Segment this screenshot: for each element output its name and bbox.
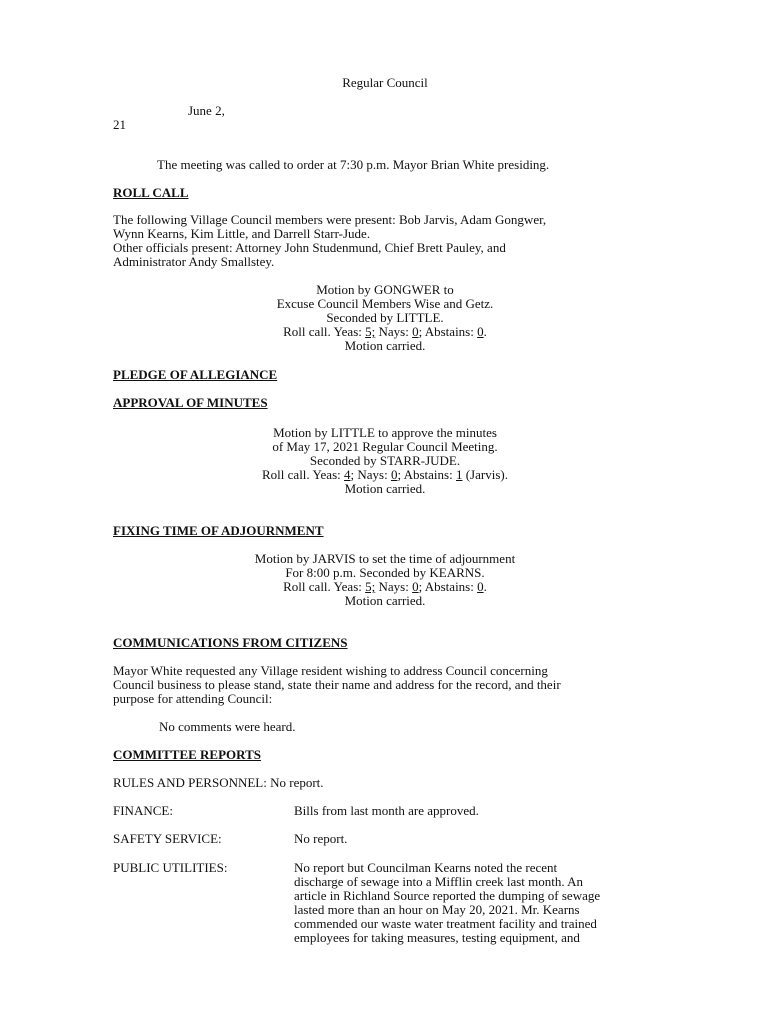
finance-label: FINANCE: <box>113 803 173 818</box>
vote-suffix: (Jarvis). <box>462 467 508 482</box>
vote-label: Nays: <box>375 324 413 339</box>
nays-count: 0 <box>412 324 419 339</box>
motion-result: Motion carried. <box>344 481 426 496</box>
intro-paragraph: The meeting was called to order at 7:30 p.m. Mayor Brian White presiding. <box>157 157 550 172</box>
vote-label: Nays: <box>375 579 413 594</box>
public-utilities-report-line: discharge of sewage into a Mifflin creek last month. An <box>294 874 584 889</box>
roll-call-vote <box>0 468 770 482</box>
motion-line: Motion by JARVIS to set the time of adjournment <box>254 551 516 566</box>
safety-service-label: SAFETY SERVICE: <box>113 831 222 846</box>
motion-line: Motion by GONGWER to <box>316 282 454 297</box>
motion-result: Motion carried. <box>344 338 426 353</box>
yeas-count: 5; <box>365 579 376 594</box>
roll-call-vote <box>0 580 770 594</box>
public-utilities-report-line: No report but Councilman Kearns noted the recent <box>294 860 558 875</box>
public-utilities-report-line: employees for taking measures, testing equipment, and <box>294 930 580 945</box>
minutes-heading: APPROVAL OF MINUTES <box>113 395 268 410</box>
public-utilities-label: PUBLIC UTILITIES: <box>113 860 228 875</box>
committee-reports-heading: COMMITTEE REPORTS <box>113 747 261 762</box>
public-utilities-report-line: article in Richland Source reported the dumping of sewage <box>294 888 601 903</box>
abstains-count: 0 <box>477 324 484 339</box>
vote-label: ; Abstains: <box>418 324 478 339</box>
rules-personnel-report: RULES AND PERSONNEL: No report. <box>113 775 324 790</box>
motion-line: of May 17, 2021 Regular Council Meeting. <box>272 439 498 454</box>
no-comments-note: No comments were heard. <box>159 719 296 734</box>
pledge-heading: PLEDGE OF ALLEGIANCE <box>113 367 278 382</box>
roll-call-vote <box>0 325 770 339</box>
abstains-count: 1 <box>455 467 463 482</box>
finance-report: Bills from last month are approved. <box>294 803 479 818</box>
meeting-date-continued: 21 <box>113 117 126 132</box>
officials-line: Other officials present: Attorney John Studenmund, Chief Brett Pauley, and <box>113 240 506 255</box>
adjournment-heading: FIXING TIME OF ADJOURNMENT <box>113 523 324 538</box>
document-title: Regular Council <box>342 75 428 90</box>
yeas-count: 4 <box>344 467 351 482</box>
yeas-count: 5; <box>365 324 376 339</box>
vote-label: Roll call. Yeas: <box>283 579 366 594</box>
roll-call-heading: ROLL CALL <box>113 185 189 200</box>
meeting-date: June 2, <box>188 103 225 118</box>
abstains-count: 0 <box>477 579 484 594</box>
communications-line: Council business to please stand, state their name and address for the record, and their <box>113 677 561 692</box>
present-members-line: The following Village Council members were present: Bob Jarvis, Adam Gongwer, <box>113 212 547 227</box>
vote-label: ; Abstains: <box>397 467 456 482</box>
vote-label: Roll call. Yeas: <box>283 324 366 339</box>
motion-line: Seconded by LITTLE. <box>326 310 444 325</box>
nays-count: 0 <box>390 467 398 482</box>
vote-suffix: . <box>483 324 487 339</box>
nays-count: 0 <box>412 579 419 594</box>
motion-line: Excuse Council Members Wise and Getz. <box>276 296 494 311</box>
vote-label: Roll call. Yeas: <box>262 467 344 482</box>
present-members-line: Wynn Kearns, Kim Little, and Darrell Starr-Jude. <box>113 226 371 241</box>
public-utilities-report-line: lasted more than an hour on May 20, 2021. Mr. Kearns <box>294 902 580 917</box>
vote-label: ; Abstains: <box>418 579 478 594</box>
vote-label: ; Nays: <box>350 467 391 482</box>
motion-result: Motion carried. <box>344 593 426 608</box>
officials-line: Administrator Andy Smallstey. <box>113 254 275 269</box>
safety-service-report: No report. <box>294 831 348 846</box>
motion-line: Motion by LITTLE to approve the minutes <box>273 425 497 440</box>
communications-line: Mayor White requested any Village resident wishing to address Council concerning <box>113 663 548 678</box>
motion-line: For 8:00 p.m. Seconded by KEARNS. <box>285 565 485 580</box>
public-utilities-report-line: commended our waste water treatment facility and trained <box>294 916 597 931</box>
motion-line: Seconded by STARR-JUDE. <box>309 453 461 468</box>
vote-suffix: . <box>483 579 487 594</box>
communications-heading: COMMUNICATIONS FROM CITIZENS <box>113 635 348 650</box>
communications-line: purpose for attending Council: <box>113 691 273 706</box>
